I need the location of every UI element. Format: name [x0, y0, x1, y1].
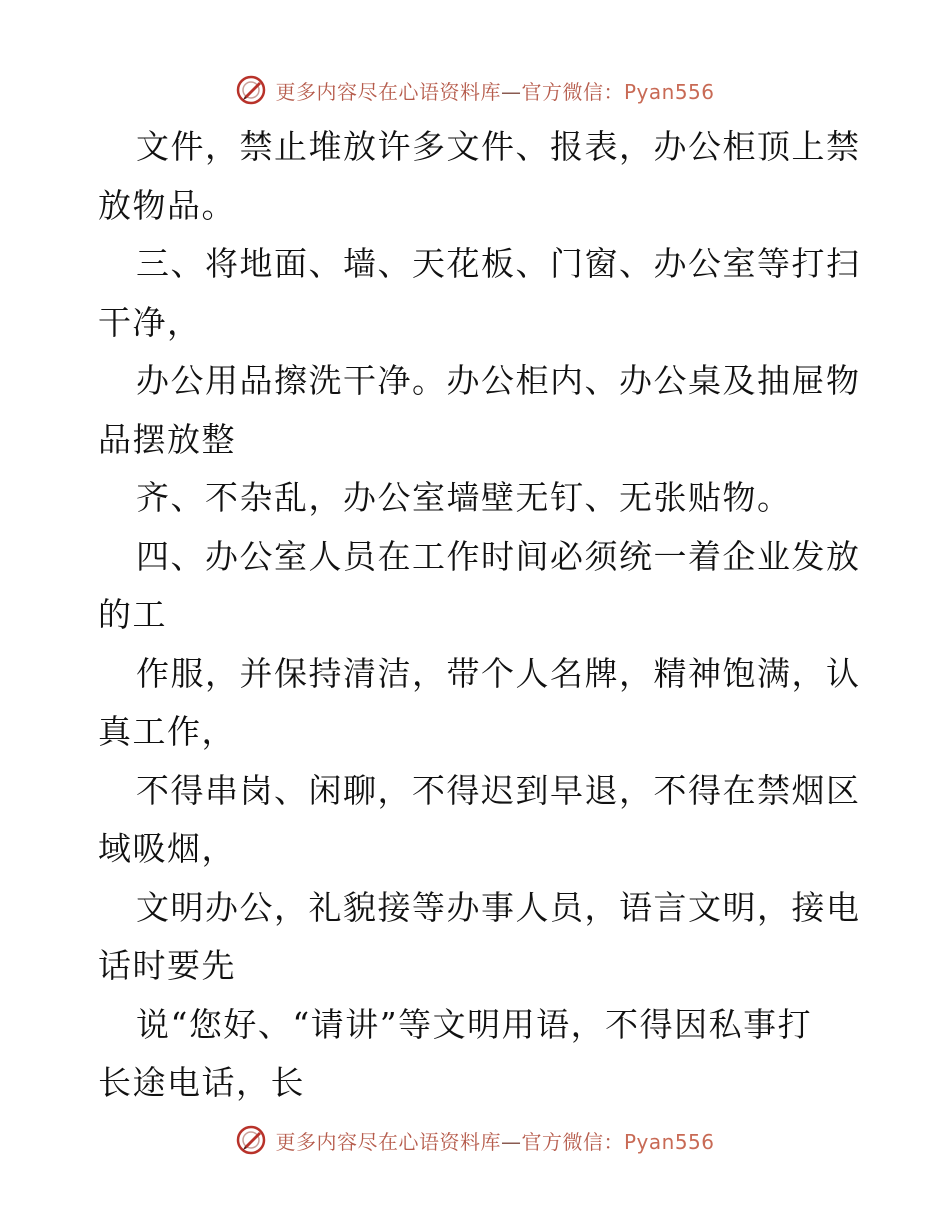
body-line: 作服，并保持清洁，带个人名牌，精神饱满，认 [136, 653, 861, 693]
body-line: 真工作， [98, 712, 236, 751]
header-watermark-banner [0, 70, 950, 110]
body-line: 四、办公室人员在工作时间必须统一着企业发放 [136, 536, 861, 576]
brand-text: 更多内容尽在心语资料库 [275, 1129, 501, 1154]
document-body [98, 118, 861, 1113]
body-line: 放物品。 [98, 185, 236, 225]
brand-text: 更多内容尽在心语资料库 [275, 79, 501, 104]
body-line: 三、将地面、墙、天花板、门窗、办公室等打扫 [136, 244, 861, 283]
wechat-label: 官方微信： [521, 79, 624, 104]
body-line: 齐、不杂乱，办公室墙壁无钉、无张贴物。 [136, 478, 792, 517]
wechat-id: Pyan556 [623, 79, 715, 104]
banner-separator: — [500, 79, 522, 104]
banner-text [275, 76, 714, 105]
pen-circle-logo-icon [235, 74, 267, 106]
footer-watermark-banner [0, 1120, 950, 1160]
body-line: 干净， [98, 302, 202, 342]
body-line: 文件，禁止堆放许多文件、报表，办公柜顶上禁 [136, 127, 861, 166]
banner-separator: — [500, 1129, 522, 1154]
wechat-label: 官方微信： [521, 1129, 624, 1154]
body-line: 文明办公，礼貌接等办事人员，语言文明，接电 [136, 887, 861, 927]
body-line: 品摆放整 [98, 419, 236, 459]
banner-text [275, 1126, 714, 1155]
body-line: 话时要先 [98, 946, 236, 985]
body-line: 域吸烟， [98, 829, 236, 868]
body-line: 不得串岗、闲聊，不得迟到早退，不得在禁烟区 [136, 770, 861, 810]
pen-circle-logo-icon [235, 1124, 267, 1156]
body-line: 长途电话，长 [98, 1063, 305, 1102]
body-line: 说“您好、“请讲”等文明用语，不得因私事打 [136, 1004, 813, 1044]
wechat-id: Pyan556 [623, 1129, 715, 1154]
body-line: 办公用品擦洗干净。办公柜内、办公桌及抽屉物 [136, 361, 861, 400]
body-line: 的工 [98, 595, 167, 634]
